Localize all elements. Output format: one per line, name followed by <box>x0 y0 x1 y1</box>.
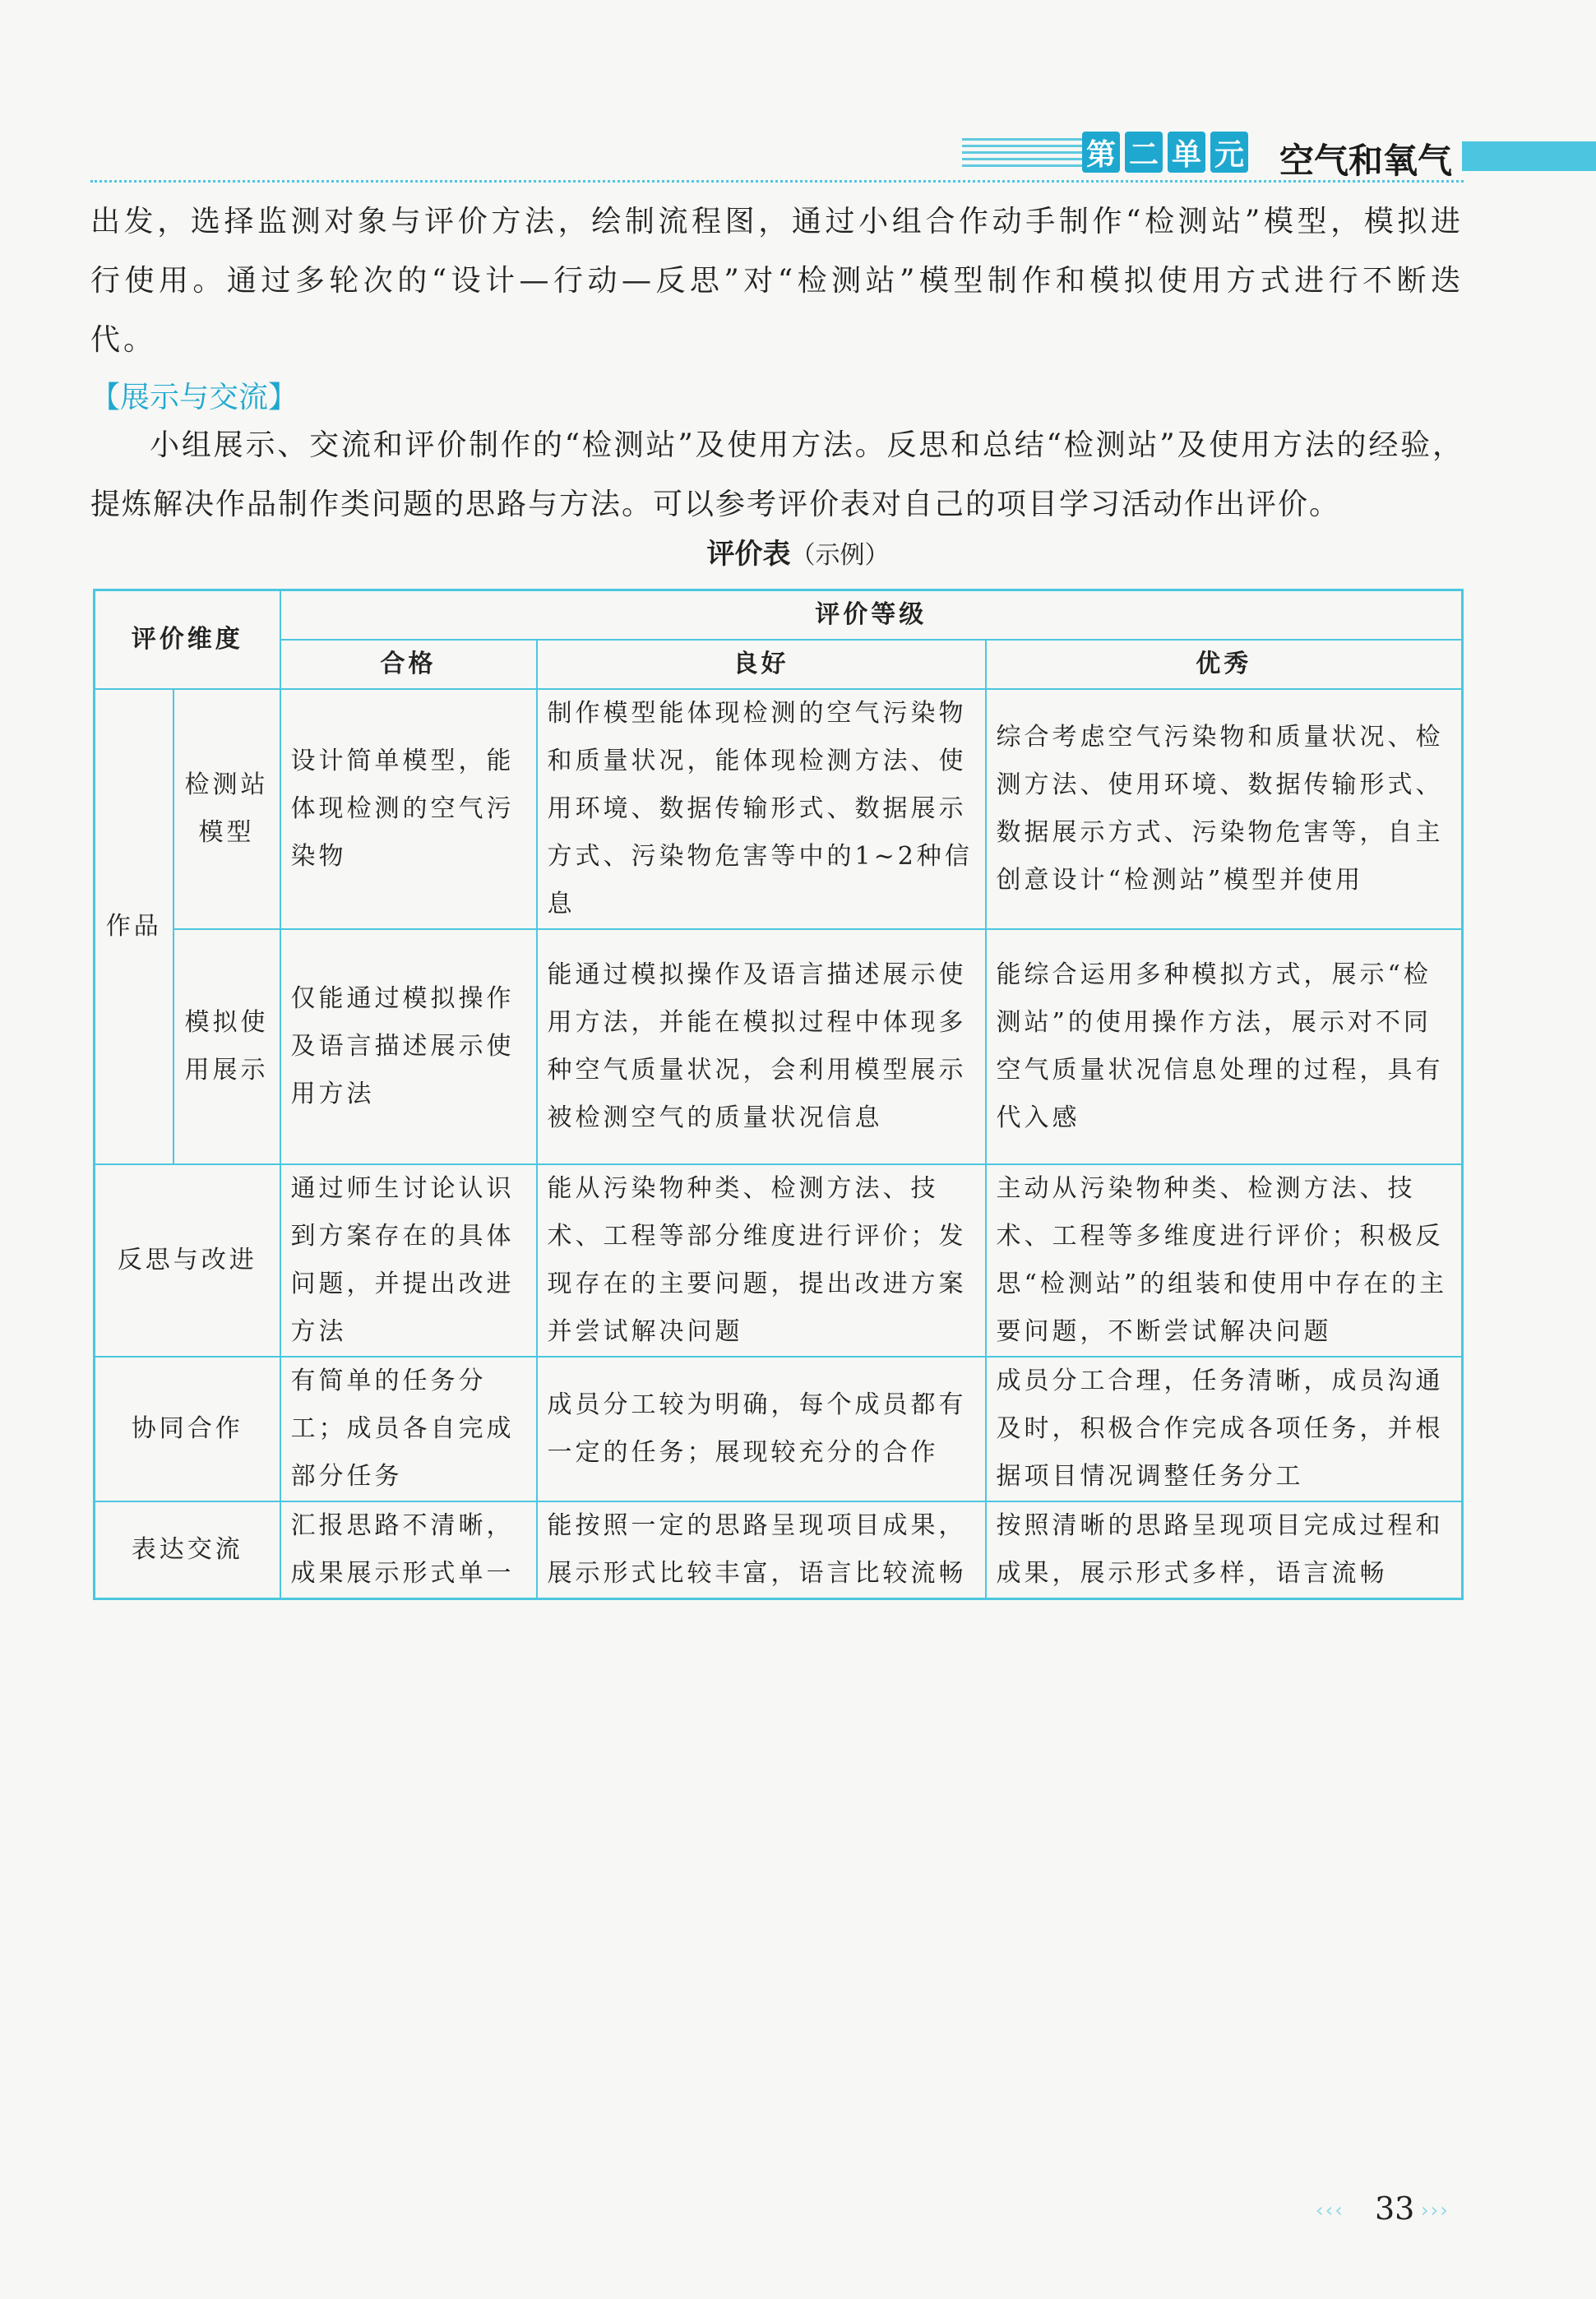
header-bar <box>1462 141 1596 171</box>
table-title-note: （示例） <box>790 541 890 570</box>
cell-good: 能从污染物种类、检测方法、技术、工程等部分维度进行评价；发现存在的主要问题，提出改进方案并尝试解决问题 <box>537 1164 986 1357</box>
page-number: 33 <box>1375 2190 1415 2227</box>
header-levels: 评价等级 <box>280 590 1463 641</box>
row-label: 反思与改进 <box>95 1164 280 1357</box>
level-excellent: 优秀 <box>986 640 1463 689</box>
table-title-text: 评价表 <box>706 538 791 571</box>
cell-pass: 汇报思路不清晰，成果展示形式单一 <box>280 1501 537 1599</box>
row-label: 模拟使用展示 <box>173 929 280 1164</box>
cell-pass: 仅能通过模拟操作及语言描述展示使用方法 <box>280 929 537 1164</box>
table-row <box>95 1357 1463 1501</box>
cell-excellent: 综合考虑空气污染物和质量状况、检测方法、使用环境、数据传输形式、数据展示方式、污染物危害等，自主创意设计“检测站”模型并使用 <box>986 689 1463 929</box>
unit-badge <box>1082 132 1248 173</box>
unit-char: 元 <box>1210 132 1248 173</box>
intro-paragraph: 出发，选择监测对象与评价方法，绘制流程图，通过小组合作动手制作“检测站”模型，模拟进行使用。通过多轮次的“设计—行动—反思”对“检测站”模型制作和模拟使用方式进行不断迭代。 <box>90 205 1464 357</box>
unit-title: 空气和氧气 <box>1279 141 1453 181</box>
header-dimension: 评价维度 <box>95 590 280 690</box>
level-pass: 合格 <box>280 640 537 689</box>
unit-char: 二 <box>1125 132 1163 173</box>
group-label: 作品 <box>95 689 173 1164</box>
cell-pass: 设计简单模型，能体现检测的空气污染物 <box>280 689 537 929</box>
cell-pass: 有简单的任务分工；成员各自完成部分任务 <box>280 1357 537 1501</box>
unit-char: 单 <box>1168 132 1205 173</box>
cell-excellent: 按照清晰的思路呈现项目完成过程和成果，展示形式多样，语言流畅 <box>986 1501 1463 1599</box>
evaluation-table <box>93 589 1464 1600</box>
cell-good: 制作模型能体现检测的空气污染物和质量状况，能体现检测方法、使用环境、数据传输形式、数据展示方式、污染物危害等中的1~2种信息 <box>537 689 986 929</box>
page-ornament-right: ››› <box>1421 2199 1450 2222</box>
cell-excellent: 能综合运用多种模拟方式，展示“检测站”的使用操作方法，展示对不同空气质量状况信息处理的过程，具有代入感 <box>986 929 1463 1164</box>
table-row <box>95 689 1463 929</box>
cell-pass: 通过师生讨论认识到方案存在的具体问题，并提出改进方法 <box>280 1164 537 1357</box>
cell-excellent: 主动从污染物种类、检测方法、技术、工程等多维度进行评价；积极反思“检测站”的组装和使用中存在的主要问题，不断尝试解决问题 <box>986 1164 1463 1357</box>
section-heading: 【展示与交流】 <box>90 381 298 414</box>
section-paragraph: 小组展示、交流和评价制作的“检测站”及使用方法。反思和总结“检测站”及使用方法的经验，提炼解决作品制作类问题的思路与方法。可以参考评价表对自己的项目学习活动作出评价。 <box>90 428 1464 521</box>
header-divider <box>90 180 1464 183</box>
table-row <box>95 929 1463 1164</box>
table-row <box>95 1501 1463 1599</box>
level-good: 良好 <box>537 640 986 689</box>
row-label: 检测站模型 <box>173 689 280 929</box>
cell-excellent: 成员分工合理，任务清晰，成员沟通及时，积极合作完成各项任务，并根据项目情况调整任务分工 <box>986 1357 1463 1501</box>
unit-char: 第 <box>1082 132 1120 173</box>
page-ornament-left: ‹‹‹ <box>1316 2199 1344 2222</box>
cell-good: 能通过模拟操作及语言描述展示使用方法，并能在模拟过程中体现多种空气质量状况，会利用模型展示被检测空气的质量状况信息 <box>537 929 986 1164</box>
cell-good: 能按照一定的思路呈现项目成果，展示形式比较丰富，语言比较流畅 <box>537 1501 986 1599</box>
cell-good: 成员分工较为明确，每个成员都有一定的任务；展现较充分的合作 <box>537 1357 986 1501</box>
header-stripes <box>962 138 1085 168</box>
row-label: 协同合作 <box>95 1357 280 1501</box>
table-title <box>0 531 1596 571</box>
row-label: 表达交流 <box>95 1501 280 1599</box>
table-row <box>95 1164 1463 1357</box>
